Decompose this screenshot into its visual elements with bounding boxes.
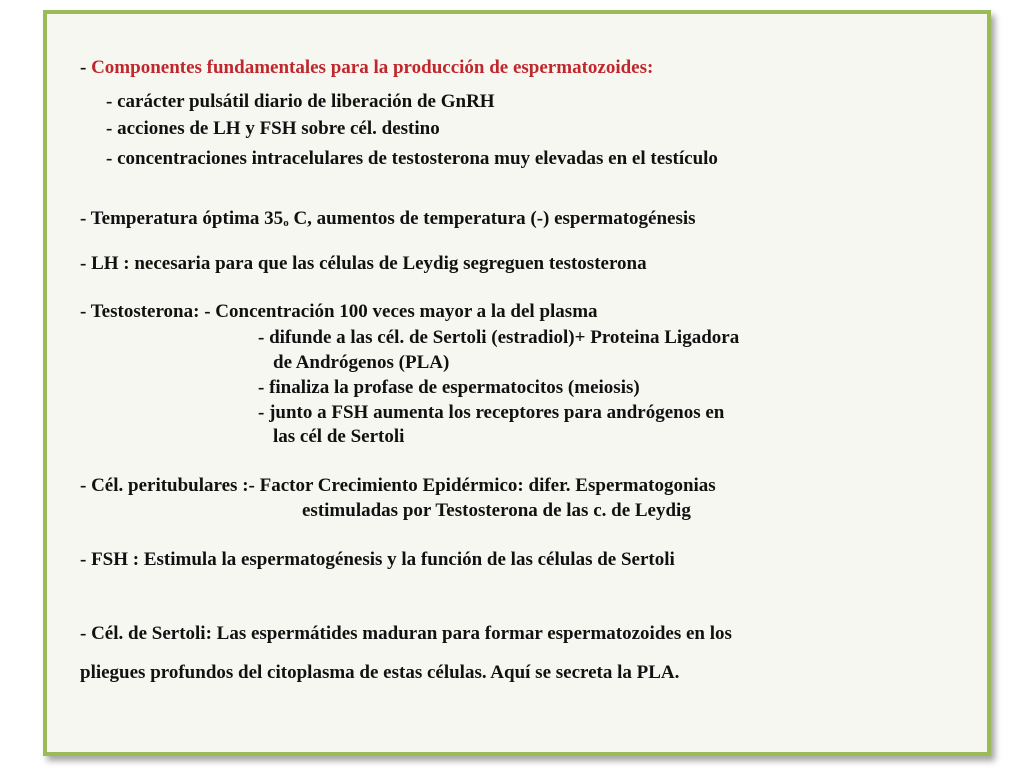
peritubular-line-1: - Cél. peritubulares :- Factor Crecimiento Epidérmico: difer. Espermatogonias [80,475,716,496]
lh-line: - LH : necesaria para que las células de Leydig segreguen testosterona [80,253,647,274]
sertoli-line-1: - Cél. de Sertoli: Las espermátides maduran para formar espermatozoides en los [80,623,732,644]
testosterone-point-3-cont: las cél de Sertoli [273,426,405,447]
sertoli-line-2: pliegues profundos del citoplasma de estas células. Aquí se secreta la PLA. [80,662,680,683]
temperature-before: - Temperatura óptima 35 [80,208,284,229]
testosterone-point-1: - difunde a las cél. de Sertoli (estradiol)+ Proteina Ligadora [258,327,740,348]
heading-text: Componentes fundamentales para la producción de espermatozoides: [91,57,654,78]
sub-item-2: - acciones de LH y FSH sobre cél. destino [106,118,440,139]
testosterone-point-3: - junto a FSH aumenta los receptores para andrógenos en [258,402,725,423]
peritubular-line-2: estimuladas por Testosterona de las c. de Leydig [302,500,691,521]
sub-item-1: - carácter pulsátil diario de liberación de GnRH [106,91,495,112]
temperature-after: C, aumentos de temperatura (-) espermatogénesis [288,208,696,229]
temperature-line [80,208,696,230]
temperature-sub: o [283,217,289,229]
heading-dash: - [80,57,92,78]
heading [80,57,653,79]
sub-item-3: - concentraciones intracelulares de testosterona muy elevadas en el testículo [106,148,718,169]
testosterone-label-line: - Testosterona: - Concentración 100 veces mayor a la del plasma [80,301,598,322]
fsh-line: - FSH : Estimula la espermatogénesis y la función de las células de Sertoli [80,549,675,570]
testosterone-point-1-cont: de Andrógenos (PLA) [273,352,450,373]
testosterone-point-2: - finaliza la profase de espermatocitos (meiosis) [258,377,640,398]
